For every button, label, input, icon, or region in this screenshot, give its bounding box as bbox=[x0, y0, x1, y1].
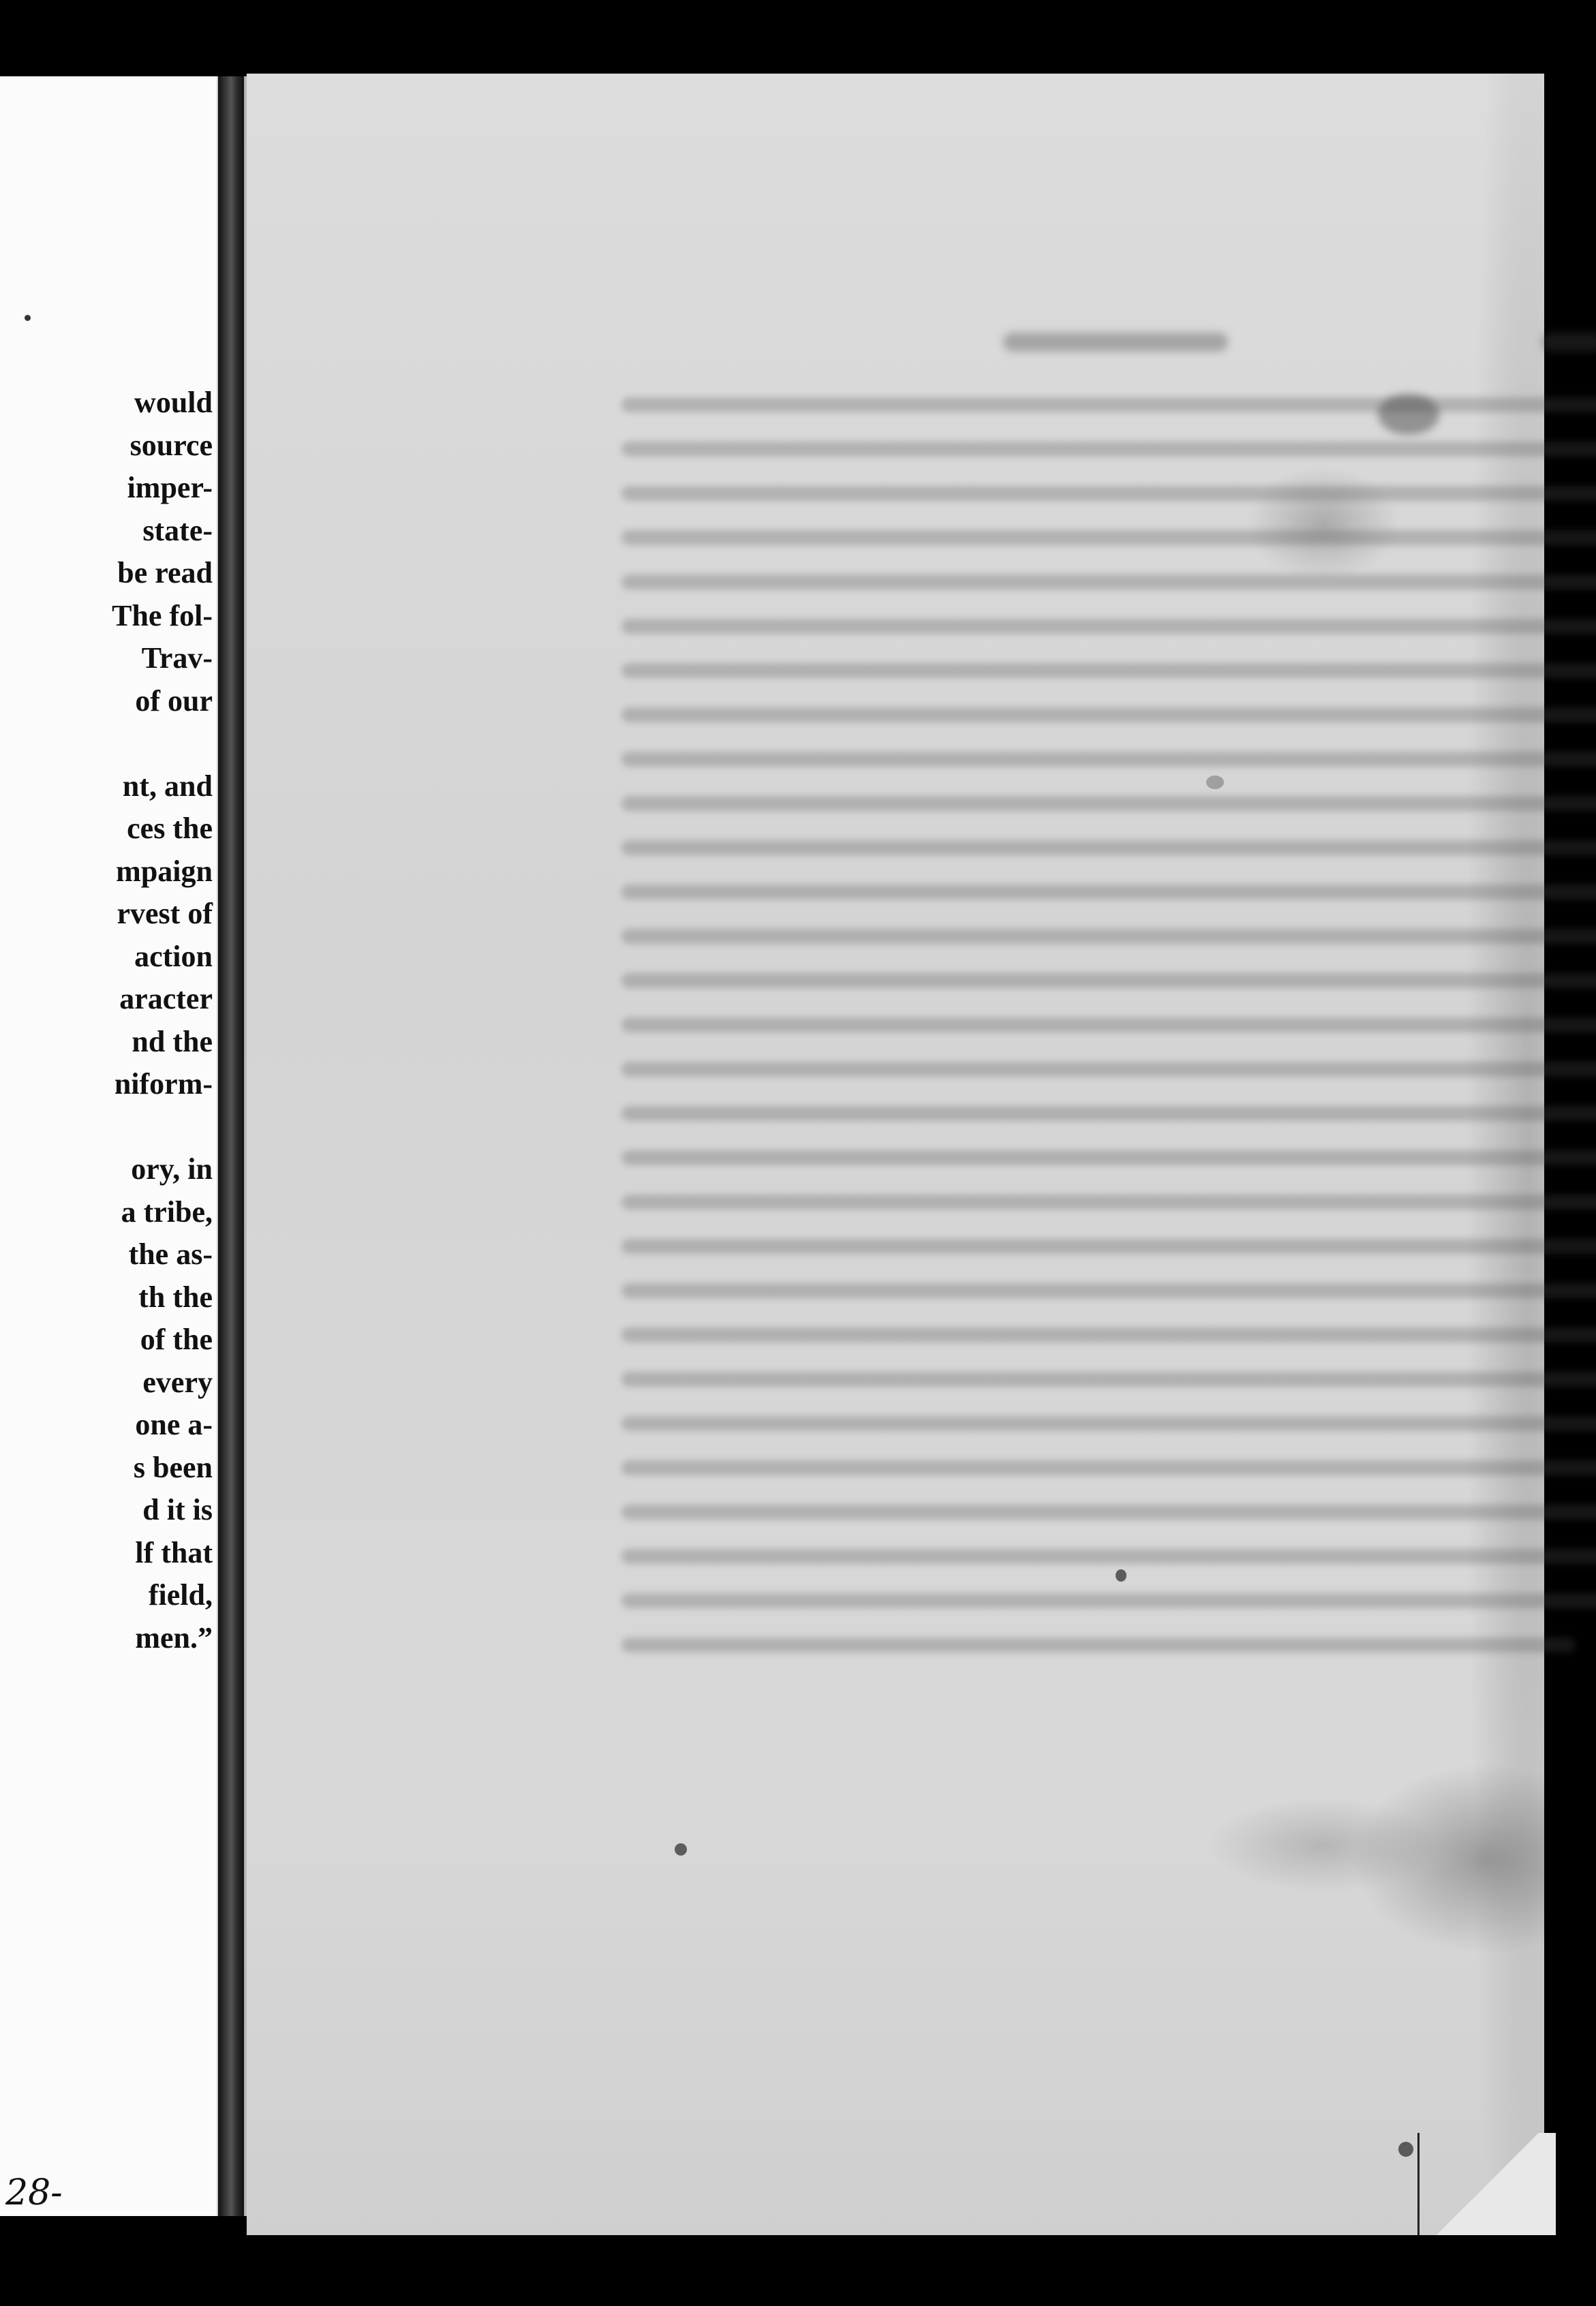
bleed-line bbox=[621, 1239, 1596, 1254]
bleed-line bbox=[621, 929, 1596, 944]
text-line: every bbox=[142, 1365, 213, 1399]
text-line: nt, and bbox=[122, 769, 213, 803]
text-line: state- bbox=[142, 513, 213, 547]
bleed-line bbox=[621, 1150, 1596, 1165]
text-line: mpaign bbox=[116, 854, 213, 888]
bleed-line bbox=[621, 1106, 1596, 1121]
bleed-line bbox=[621, 1372, 1596, 1387]
paragraph-gap bbox=[8, 722, 213, 765]
text-line: field, bbox=[148, 1578, 213, 1612]
text-line: niform- bbox=[114, 1067, 213, 1101]
bleed-line bbox=[621, 397, 1596, 412]
text-line: Trav- bbox=[141, 641, 213, 675]
text-line: aracter bbox=[119, 982, 213, 1015]
bleed-line bbox=[621, 1017, 1596, 1032]
bleed-line bbox=[621, 796, 1596, 811]
bleed-line bbox=[621, 1549, 1596, 1564]
text-line: of the bbox=[140, 1323, 213, 1356]
bleed-line bbox=[621, 840, 1596, 855]
folded-corner bbox=[1417, 2133, 1556, 2235]
text-line: The fol- bbox=[112, 598, 213, 632]
bleed-line bbox=[621, 619, 1596, 634]
book-gutter bbox=[218, 76, 244, 2216]
bleed-line bbox=[621, 707, 1596, 722]
handwritten-page-number: 28- bbox=[5, 2172, 63, 2213]
bleed-line bbox=[621, 1593, 1596, 1608]
bleed-line bbox=[621, 1416, 1596, 1431]
bleed-line bbox=[621, 486, 1596, 501]
right-page-blank-verso bbox=[247, 74, 1544, 2235]
bleed-line bbox=[621, 530, 1596, 545]
text-line: lf that bbox=[135, 1535, 213, 1569]
left-page bbox=[0, 76, 218, 2216]
bleed-line bbox=[621, 1505, 1596, 1520]
text-line: one a- bbox=[135, 1408, 213, 1441]
bleed-line bbox=[621, 1327, 1596, 1342]
text-line: imper- bbox=[127, 471, 213, 504]
text-line: ory, in bbox=[131, 1152, 213, 1186]
ink-spot bbox=[1398, 2142, 1413, 2157]
text-line: th the bbox=[138, 1280, 213, 1314]
bleed-line bbox=[621, 973, 1596, 988]
left-page-text bbox=[8, 382, 213, 1659]
bleed-line bbox=[621, 442, 1596, 457]
ink-spot bbox=[1116, 1569, 1126, 1582]
text-line: nd the bbox=[132, 1024, 213, 1058]
bleed-line bbox=[621, 1460, 1596, 1475]
bleed-line bbox=[621, 1195, 1596, 1210]
stain bbox=[1378, 394, 1439, 435]
text-line: would bbox=[134, 386, 213, 419]
bleed-line bbox=[621, 663, 1596, 678]
text-line: rvest of bbox=[117, 897, 213, 930]
bleed-line bbox=[621, 885, 1596, 900]
bleed-heading bbox=[1541, 333, 1596, 352]
paragraph-gap bbox=[8, 1106, 213, 1149]
text-line: a tribe, bbox=[121, 1195, 213, 1229]
ink-mark bbox=[25, 315, 31, 321]
bleed-line bbox=[621, 1062, 1596, 1077]
text-line: action bbox=[134, 939, 213, 973]
text-line: men.” bbox=[135, 1620, 213, 1655]
ink-spot bbox=[1206, 775, 1224, 789]
bleed-heading bbox=[1003, 333, 1228, 352]
text-line: s been bbox=[133, 1450, 213, 1484]
ink-spot bbox=[675, 1843, 687, 1856]
text-line: of our bbox=[135, 683, 213, 718]
text-line: source bbox=[129, 428, 213, 462]
bleed-line bbox=[621, 1638, 1576, 1652]
bleed-line bbox=[621, 574, 1596, 589]
bleed-line bbox=[621, 752, 1596, 767]
text-line: the as- bbox=[128, 1237, 213, 1271]
text-line: be read bbox=[117, 556, 213, 589]
text-line: d it is bbox=[142, 1493, 213, 1526]
bleed-line bbox=[621, 1283, 1596, 1298]
text-line: ces the bbox=[127, 812, 213, 845]
